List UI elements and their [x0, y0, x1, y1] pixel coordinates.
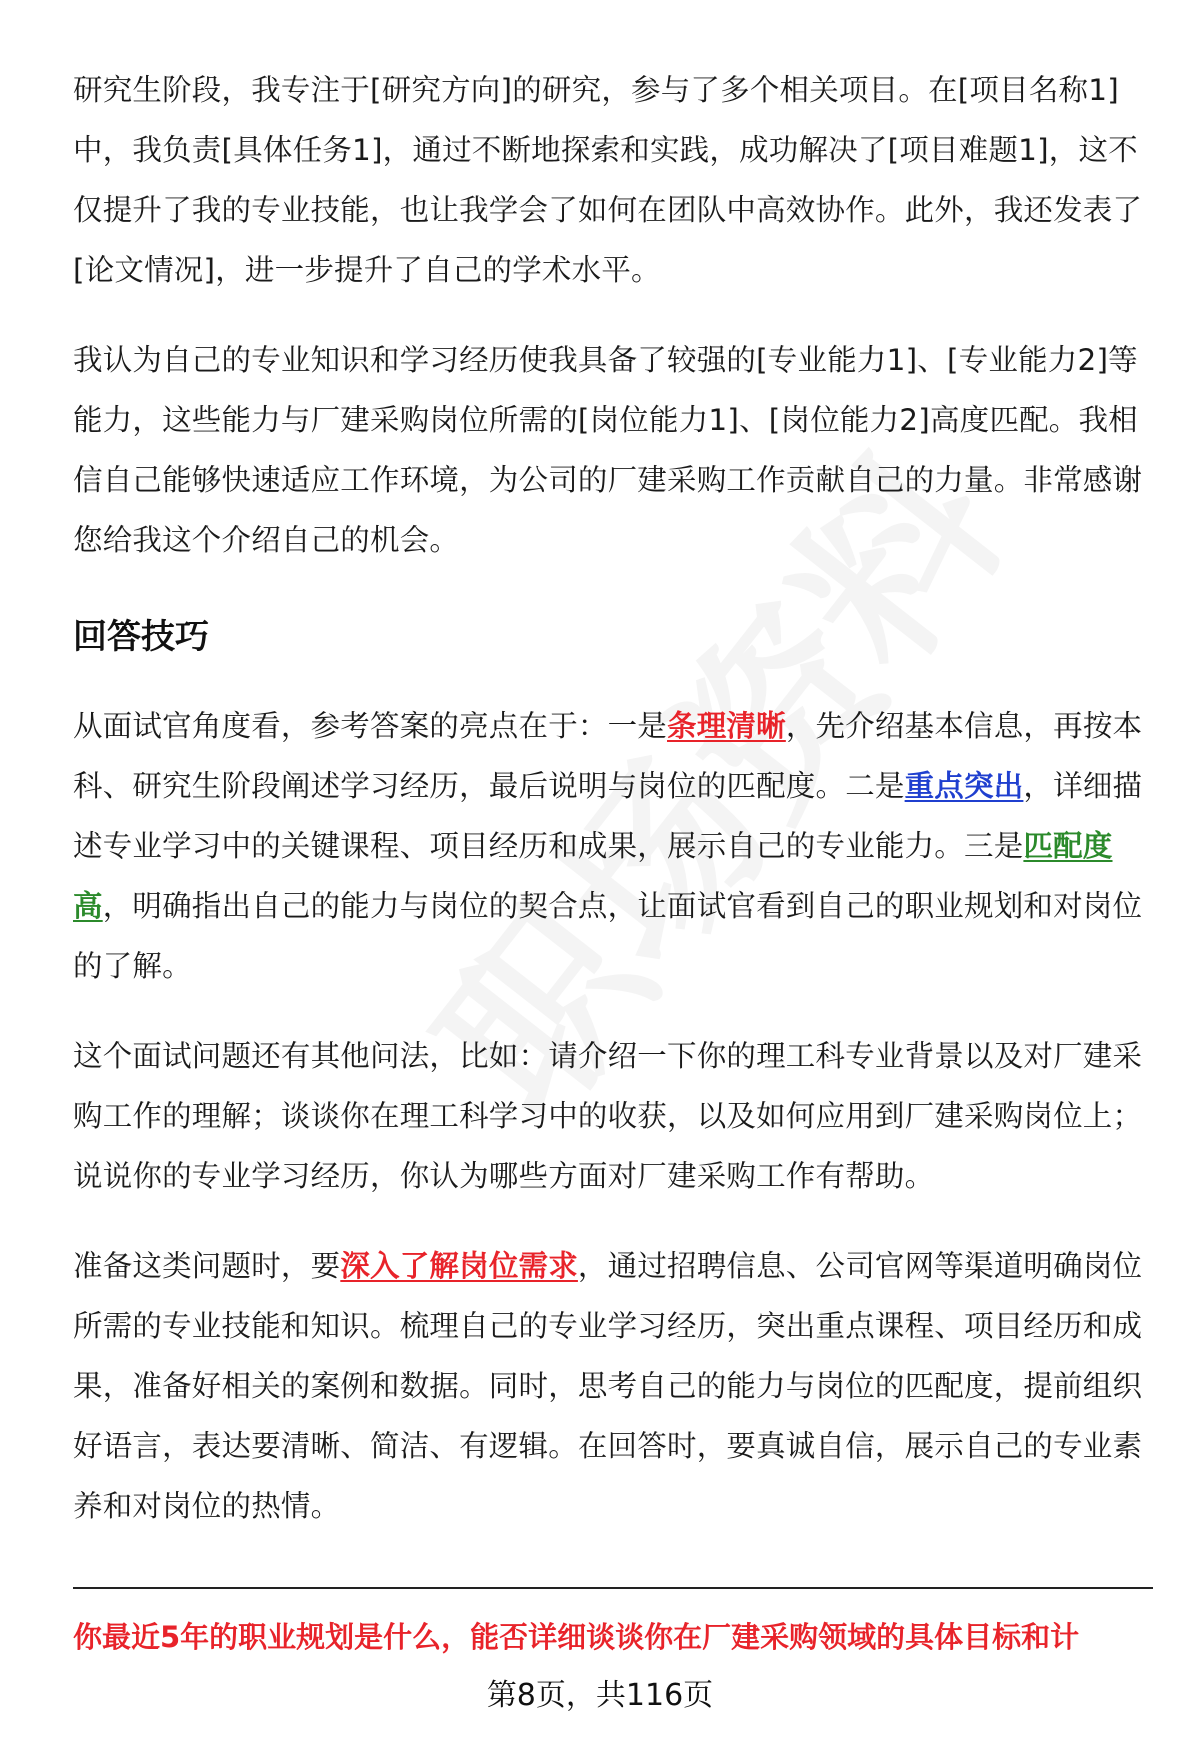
- document-body: [73, 60, 1153, 1566]
- paragraph-alternative-questions: 这个面试问题还有其他问法，比如：请介绍一下你的理工科专业背景以及对厂建采购工作的理解；谈谈你在理工科学习中的收获，以及如何应用到厂建采购岗位上；说说你的专业学习经历，你认为哪些方面对厂建采购工作有帮助。: [73, 1039, 1143, 1193]
- paragraph-ability-match: 我认为自己的专业知识和学习经历使我具备了较强的[专业能力1]、[专业能力2]等能力，这些能力与厂建采购岗位所需的[岗位能力1]、[岗位能力2]高度匹配。我相信自己能够快速适应工作环境，为公司的厂建采购工作贡献自己的力量。非常感谢您给我这个介绍自己的机会。: [73, 343, 1143, 557]
- text-segment: ，通过招聘信息、公司官网等渠道明确岗位所需的专业技能和知识。梳理自己的专业学习经历，突出重点课程、项目经历和成果，准备好相关的案例和数据。同时，思考自己的能力与岗位的匹配度，提前组织好语言，表达要清晰、简洁、有逻辑。在回答时，要真诚自信，展示自己的专业素养和对岗位的热情。: [73, 1249, 1143, 1523]
- paragraph-tips-highlights: [73, 696, 1153, 996]
- text-segment: ，先介绍基本信息，再按本科、研究生阶段阐述学习经历，最后说明与岗位的匹配度。二是: [73, 709, 1143, 803]
- text-segment: ，明确指出自己的能力与岗位的契合点，让面试官看到自己的职业规划和对岗位的了解。: [73, 889, 1143, 983]
- text-segment: 准备这类问题时，要: [73, 1249, 341, 1283]
- highlight-clear-structure: 条理清晰: [667, 709, 786, 743]
- next-question-title: 你最近5年的职业规划是什么，能否详细谈谈你在厂建采购领域的具体目标和计: [73, 1620, 1080, 1654]
- text-segment: 从面试官角度看，参考答案的亮点在于：一是: [73, 709, 668, 743]
- highlight-high-match: 匹配度高: [73, 829, 1113, 923]
- paragraph-graduate-study: 研究生阶段，我专注于[研究方向]的研究，参与了多个相关项目。在[项目名称1]中，我负责[具体任务1]，通过不断地探索和实践，成功解决了[项目难题1]，这不仅提升了我的专业技能，也让我学会了如何在团队中高效协作。此外，我还发表了[论文情况]，进一步提升了自己的学术水平。: [73, 73, 1143, 287]
- section-divider: [73, 1587, 1153, 1589]
- section-heading-tips: 回答技巧: [73, 617, 209, 657]
- highlight-understand-requirements: 深入了解岗位需求: [340, 1249, 578, 1283]
- paragraph-preparation: [73, 1236, 1153, 1536]
- text-segment: ，详细描述专业学习中的关键课程、项目经历和成果，展示自己的专业能力。三是: [73, 769, 1143, 863]
- highlight-key-points: 重点突出: [904, 769, 1024, 803]
- page-number: 第8页，共116页: [486, 1678, 714, 1713]
